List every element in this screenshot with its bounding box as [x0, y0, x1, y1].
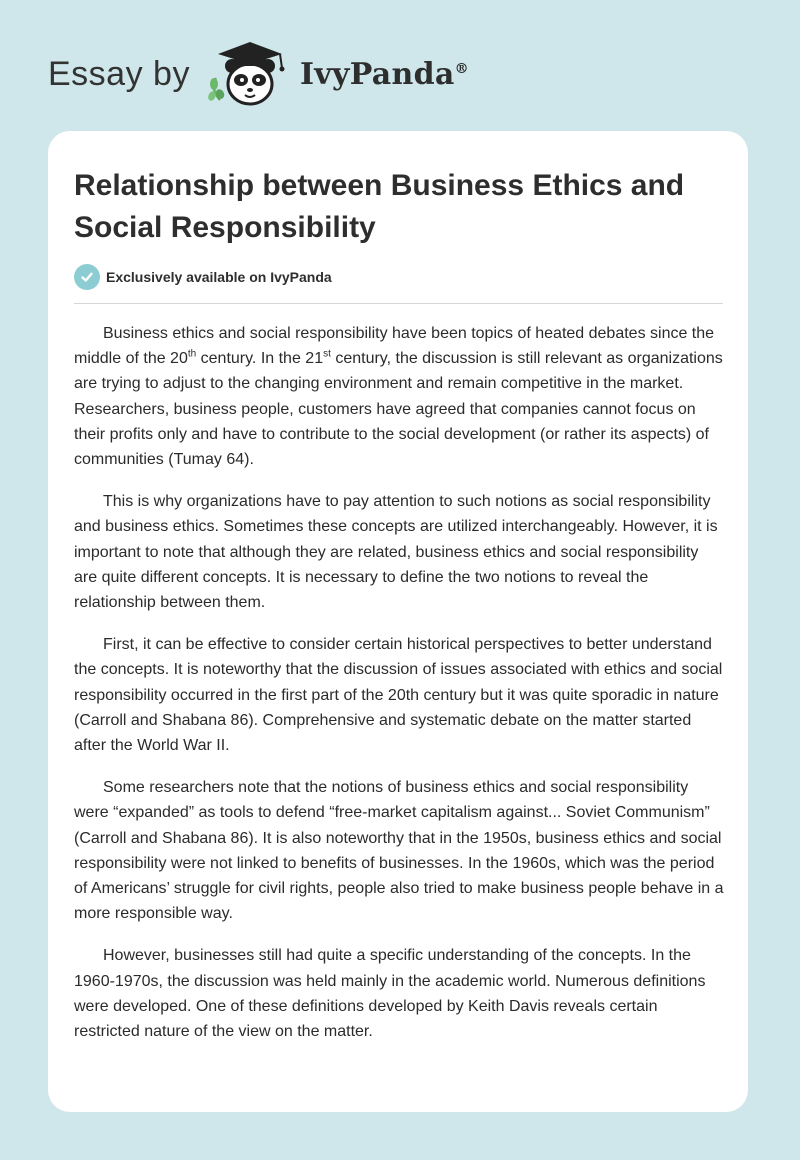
- page-title: Relationship between Business Ethics and Social Responsibility: [74, 169, 685, 244]
- site-header: [48, 34, 469, 114]
- brand-name[interactable]: IvyPanda®: [299, 56, 469, 92]
- divider: [74, 303, 723, 304]
- paragraph: However, businesses still had quite a specific understanding of the concepts. In the 1960-1970s, the discussion was held mainly in the academic world. Numerous definitions were developed. One of these definitions developed by Keith Davis reveals certain restricted nature of the view on the matter.: [74, 947, 706, 1041]
- panda-graduate-icon[interactable]: [204, 34, 296, 114]
- paragraph: This is why organizations have to pay attention to such notions as social responsibility and business ethics. Sometimes these concepts are utilized interchangeably. However, it is important to note that although they are related, business ethics and social responsibility are quite different concepts. It is necessary to define the two notions to reveal the relationship between them.: [74, 493, 718, 612]
- paragraph: Some researchers note that the notions of business ethics and social responsibility were “expanded” as tools to defend “free-market capitalism against... Soviet Communism” (Carroll and Shabana 86). It is also noteworthy that in the 1950s, business ethics and social responsibility were not linked to benefits of businesses. In the 1960s, which was the period of Americans’ struggle for civil rights, people also tried to make business people behave in a more responsible way.: [74, 779, 724, 923]
- essay-body: [74, 321, 724, 1061]
- registered-mark: ®: [454, 60, 469, 77]
- exclusive-badge: [74, 264, 332, 290]
- essay-card: [48, 131, 748, 1112]
- paragraph: Business ethics and social responsibility have been topics of heated debates since the middle of the 20th century. In the 21st century, the discussion is still relevant as organizations are trying to adjust to the changing environment and remain competitive in the market. Researchers, business people, customers have agreed that companies cannot focus on their profits only and have to contribute to the social development (or rather its aspects) of communities (Tumay 64).: [74, 325, 723, 469]
- brand-prefix: Essay by: [48, 54, 190, 93]
- badge-label: Exclusively available on IvyPanda: [106, 269, 332, 285]
- paragraph: First, it can be effective to consider certain historical perspectives to better understand the concepts. It is noteworthy that the discussion of issues associated with ethics and social responsibility occurred in the first part of the 20th century but it was quite sporadic in nature (Carroll and Shabana 86). Comprehensive and systematic debate on the matter started after the World War II.: [74, 636, 723, 755]
- check-circle-icon: [74, 264, 100, 290]
